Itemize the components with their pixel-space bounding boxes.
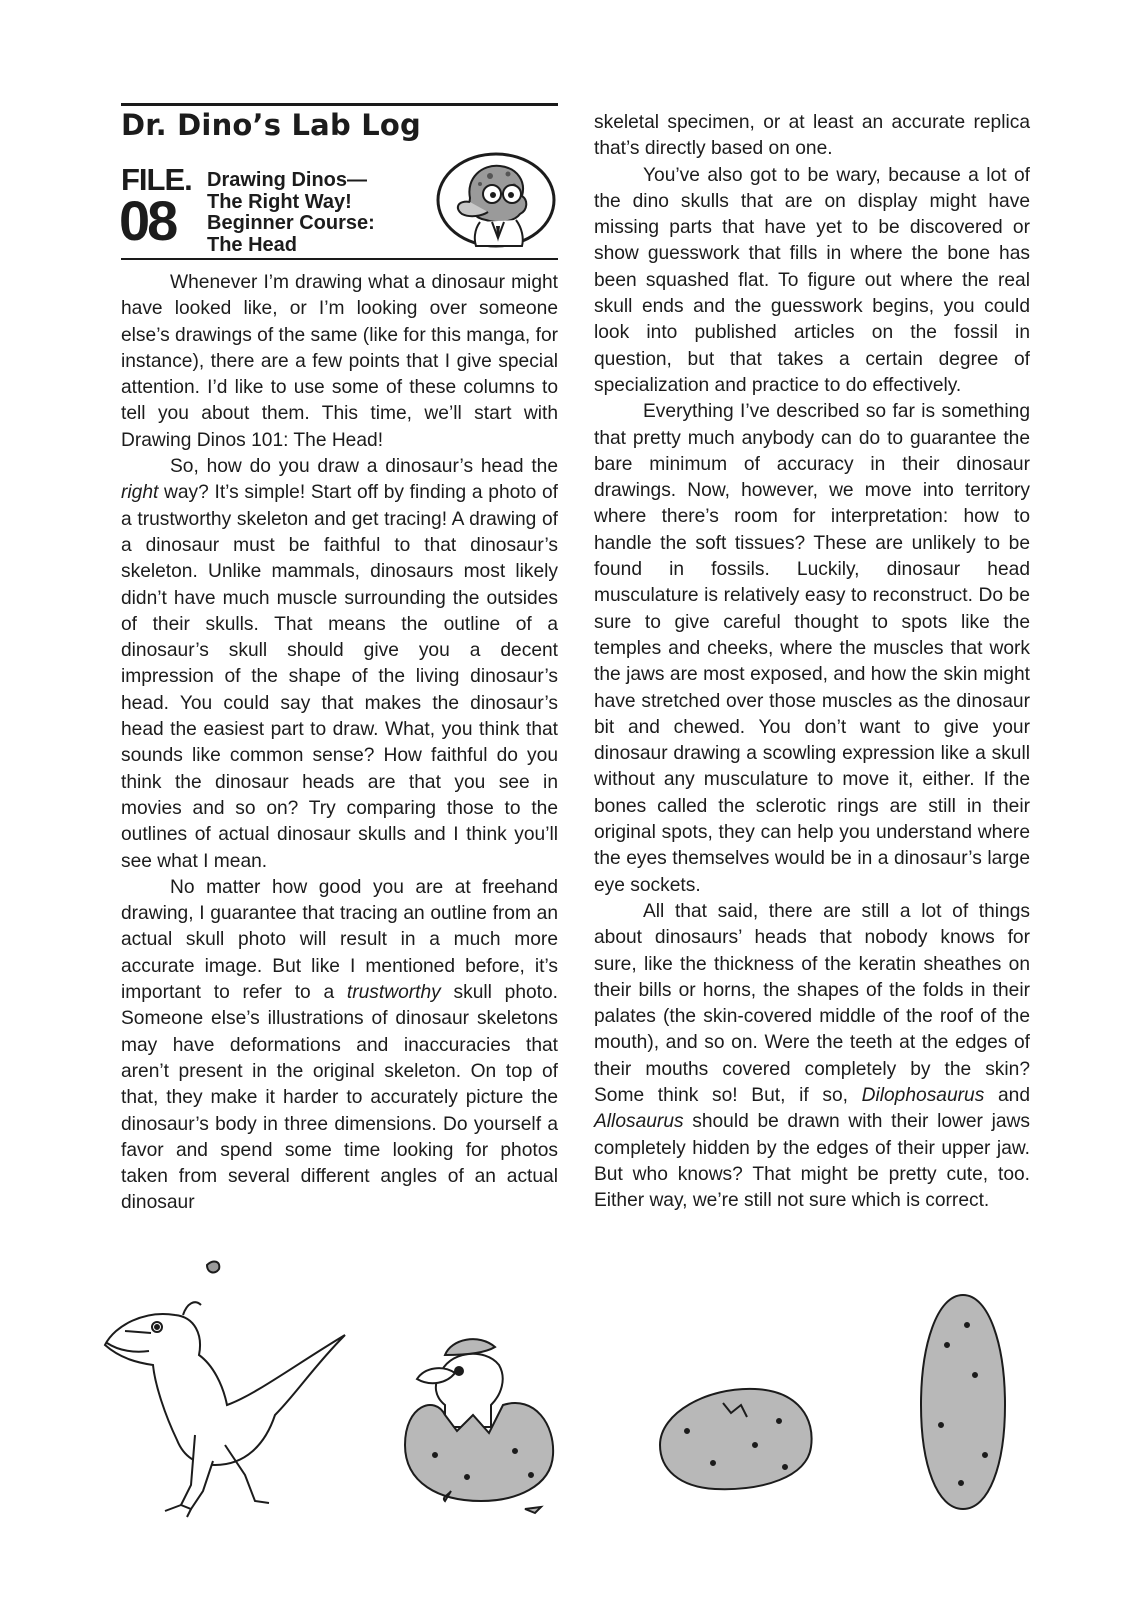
paragraph: skeletal specimen, or at least an accurate replica that’s directly based on one. [594,112,1030,160]
dinosaur-hatching-icon [405,1339,553,1513]
paragraph: You’ve also got to be wary, because a lot of the dino skulls that are on display might have missing parts that have yet to be discovered or show guesswork that fills in where the bone has been squashed flat. To figure out where the real skull ends and the guesswork begins, you could look into published articles on the fossil in question, but that takes a certain degree of specialization and practice to do effectively. [594,164,1030,396]
file-number: 08 [119,189,176,252]
illustration-strip [95,1255,1095,1600]
egg-upright-icon [921,1295,1005,1509]
dr-dino-mascot-icon [430,150,560,256]
header-top-rule [121,103,558,106]
paragraph: No matter how good you are at freehand drawing, I guarantee that tracing an outline from an actual skull photo will result in a much more accurate image. But like I mentioned before, it’s important to refer to a trustworthy skull photo. Someone else’s illustrations of dinosaur skeletons may have deformations and inaccuracies that aren’t present in the original skeleton. On top of that, they make it harder to accurately picture the dinosaur’s body in three dimensions. Do yourself a favor and spend some time looking for photos taken from several different angles of an actual dinosaur [121,876,558,1214]
paragraph: So, how do you draw a dinosaur’s head the right way? It’s simple! Start off by finding a photo of a trustworthy skeleton and get tracing! A drawing of a dinosaur must be faithful to that dinosaur’s skeleton. Unlike mammals, dinosaurs most likely didn’t have much muscle surrounding the outsides of their skulls. That means the outline of a dinosaur’s skull should give you a decent impression of the shape of the living dinosaur’s head. You could say that makes the dinosaur’s head the easiest part to draw. What, you think that sounds like common sense? How faithful do you think the dinosaur heads are that you see in movies and so on? Try comparing those to the outlines of actual dinosaur skulls and I think you’ll see what I mean. [121,456,558,872]
dinosaur-walking-icon [105,1262,345,1517]
subtitle-line: Drawing Dinos— [207,169,368,191]
file-label: FILE. [121,162,192,197]
right-column [594,110,1030,1214]
header-bottom-rule [121,258,558,260]
file-subtitle [207,170,427,256]
left-column [121,270,558,1217]
subtitle-line: The Head [207,233,298,256]
paragraph: Everything I’ve described so far is something that pretty much anybody can do to guarantee the bare minimum of accuracy in their dinosaur drawings. Now, however, we move into territory where there’s room for interpretation: how to handle the soft tissues? These are unlikely to be found in fossils. Luckily, dinosaur head musculature is relatively easy to reconstruct. Do be sure to give careful thought to spots like the temples and cheeks, where the muscles that work the jaws are most exposed, and how the skin might have stretched over those muscles as the dinosaur bit and chewed. You don’t want to give your dinosaur drawing a scowling expression like a skull without any musculature to move it, either. If the bones called the sclerotic rings are still in their original spots, they can help you understand where the eyes themselves would be in a dinosaur’s large eye sockets. [594,401,1030,896]
subtitle-line: The Right Way! [207,190,352,213]
paragraph: Whenever I’m drawing what a dinosaur might have looked like, or I’m looking over someone else’s drawings of the same (like for this manga, for instance), there are a few points that I give special attention. I’d like to use some of these columns to tell you about them. This time, we’ll start with Drawing Dinos 101: The Head! [121,272,558,451]
paragraph: All that said, there are still a lot of things about dinosaurs’ heads that nobody knows for sure, like the thickness of the keratin sheathes on their bills or horns, the shapes of the folds in their palates (the skin-covered middle of the roof of the mouth), and so on. Were the teeth at the edges of their mouths covered completely by the skin? Some think so! But, if so, Dilophosaurus and Allosaurus should be drawn with their lower jaws completely hidden by the edges of their upper jaw. But who knows? That might be pretty cute, too. Either way, we’re still not sure which is correct. [594,900,1030,1212]
log-title: Dr. Dino’s Lab Log [121,108,421,142]
egg-cracking-icon [660,1389,812,1489]
subtitle-line: Beginner Course: [207,212,375,234]
